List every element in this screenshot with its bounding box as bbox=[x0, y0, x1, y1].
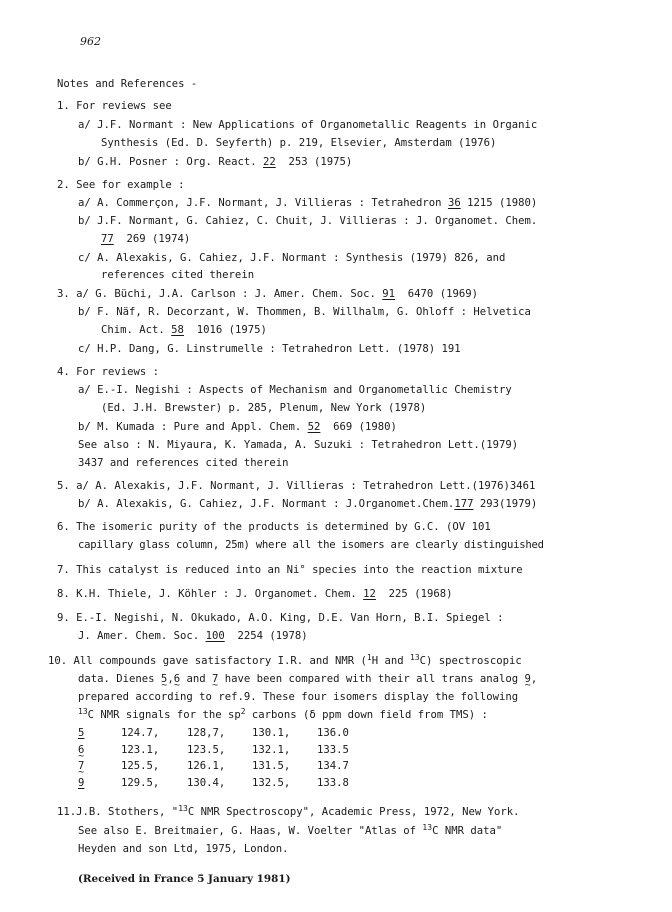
compound-number: 5 ~ bbox=[161, 672, 167, 686]
table-cell: 123.5, bbox=[187, 743, 226, 756]
volume-number: 36 bbox=[447, 197, 461, 209]
ref-line: 77 269 (1974) bbox=[101, 233, 191, 245]
ref-line: prepared according to ref.9. These four isomers display the following bbox=[78, 691, 519, 703]
compound-number: 6 ~ bbox=[174, 672, 180, 686]
ref-line: c/ H.P. Dang, G. Linstrumelle : Tetrahedron Lett. (1978) 191 bbox=[78, 343, 461, 355]
table-cell: 131.5, bbox=[252, 760, 291, 772]
reference-7: 7. This catalyst is reduced into an Ni° species into the reaction mixture bbox=[57, 564, 523, 576]
table-row bbox=[78, 775, 398, 792]
compound-number: 5 bbox=[78, 727, 85, 739]
ref-line: Heyden and son Ltd, 1975, London. bbox=[78, 843, 289, 855]
table-row bbox=[78, 742, 398, 759]
table-row bbox=[78, 758, 398, 775]
ref-line: 11.J.B. Stothers, "$^{13}$C NMR Spectroscopy", Academic Press, 1972, New York. bbox=[57, 804, 520, 818]
ref-line: b/ A. Alexakis, G. Cahiez, J.F. Normant : J.Organomet.Chem.177 293(1979) bbox=[78, 498, 538, 510]
volume-number: 177 bbox=[454, 498, 474, 510]
ref-line: 3. a/ G. Büchi, J.A. Carlson : J. Amer. Chem. Soc. 91 6470 (1969) bbox=[57, 288, 478, 300]
ref-line: b/ G.H. Posner : Org. React. 22 253 (1975) bbox=[78, 156, 353, 168]
table-cell: 129.5, bbox=[121, 776, 160, 789]
volume-number: 77 bbox=[101, 233, 114, 245]
ref-line: 4. For reviews : bbox=[57, 366, 160, 378]
ref-line: See also : N. Miyaura, K. Yamada, A. Suzuki : Tetrahedron Lett.(1979) bbox=[78, 439, 519, 451]
ref-line: b/ M. Kumada : Pure and Appl. Chem. 52 669 (1980) bbox=[78, 421, 397, 433]
ref-line: b/ J.F. Normant, G. Cahiez, C. Chuit, J. Villieras : J. Organomet. Chem. bbox=[78, 215, 538, 227]
table-cell: 133.8 bbox=[317, 776, 349, 789]
table-cell: 128,7, bbox=[187, 727, 226, 739]
volume-number: 100 bbox=[205, 630, 225, 642]
volume-number: 52 bbox=[307, 421, 321, 433]
compound-number: 7 ~ bbox=[78, 758, 84, 775]
ref-line: 2. See for example : bbox=[57, 179, 185, 191]
volume-number: 91 bbox=[382, 288, 396, 300]
ref-line: 3437 and references cited therein bbox=[78, 457, 289, 469]
volume-number: 12 bbox=[363, 588, 376, 600]
ref-line: 6. The isomeric purity of the products is determined by G.C. (OV 101 bbox=[57, 521, 491, 533]
ref-line: a/ J.F. Normant : New Applications of Organometallic Reagents in Organic bbox=[78, 119, 538, 131]
table-cell: 133.5 bbox=[317, 743, 349, 756]
nmr-table bbox=[78, 725, 398, 791]
ref-line: 9. E.-I. Negishi, N. Okukado, A.O. King, D.E. Van Horn, B.I. Spiegel : bbox=[57, 612, 504, 624]
volume-number: 22 bbox=[262, 156, 276, 168]
ref-line: Chim. Act. 58 1016 (1975) bbox=[101, 324, 267, 336]
compound-number: 9 bbox=[78, 776, 85, 789]
ref-line: capillary glass column, 25m) where all the isomers are clearly distinguished bbox=[78, 539, 544, 551]
section-heading: Notes and References - bbox=[57, 78, 198, 90]
reference-8: 8. K.H. Thiele, J. Köhler : J. Organomet. Chem. 12 225 (1968) bbox=[57, 588, 453, 600]
ref-line: J. Amer. Chem. Soc. 100 2254 (1978) bbox=[78, 630, 308, 642]
table-cell: 125.5, bbox=[121, 760, 160, 772]
table-cell: 124.7, bbox=[121, 727, 160, 739]
table-row bbox=[78, 725, 398, 742]
ref-line: 10. All compounds gave satisfactory I.R. and NMR ($^1$H and $^{13}$C) spectroscopic bbox=[48, 653, 522, 667]
compound-number: 6 ~ bbox=[78, 742, 84, 759]
ref-line: (Ed. J.H. Brewster) p. 285, Plenum, New York (1978) bbox=[101, 402, 427, 414]
table-cell: 136.0 bbox=[317, 727, 349, 739]
ref-line: 1. For reviews see bbox=[57, 100, 172, 112]
compound-number: 7 ~ bbox=[212, 672, 218, 686]
table-cell: 130.4, bbox=[187, 776, 226, 789]
compound-number: 9 ~ bbox=[525, 672, 531, 686]
ref-line: a/ A. Commerçon, J.F. Normant, J. Villieras : Tetrahedron 36 1215 (1980) bbox=[78, 197, 538, 209]
ref-line: data. Dienes 5 ~,6 ~ and 7 ~ have been compared with their all trans analog 9 ~, bbox=[78, 672, 537, 686]
table-cell: 130.1, bbox=[252, 727, 291, 739]
ref-line: See also E. Breitmaier, G. Haas, W. Voelter "Atlas of $^{13}$C NMR data" bbox=[78, 823, 503, 837]
ref-line: c/ A. Alexakis, G. Cahiez, J.F. Normant : Synthesis (1979) 826, and bbox=[78, 252, 506, 264]
received-date: (Received in France 5 January 1981) bbox=[78, 873, 291, 885]
table-cell: 132.1, bbox=[252, 743, 291, 756]
table-cell: 134.7 bbox=[317, 760, 349, 772]
ref-line: $^{13}$C NMR signals for the $sp^2$ carbons (δ ppm down field from TMS) : bbox=[78, 707, 488, 721]
volume-number: 58 bbox=[171, 324, 184, 336]
table-cell: 126.1, bbox=[187, 760, 226, 772]
ref-line: references cited therein bbox=[101, 269, 255, 281]
ref-line: b/ F. Näf, R. Decorzant, W. Thommen, B. Willhalm, G. Ohloff : Helvetica bbox=[78, 306, 531, 318]
table-cell: 123.1, bbox=[121, 743, 160, 756]
ref-line: 5. a/ A. Alexakis, J.F. Normant, J. Villieras : Tetrahedron Lett.(1976)3461 bbox=[57, 480, 536, 492]
page-number: 962 bbox=[80, 35, 101, 48]
ref-line: Synthesis (Ed. D. Seyferth) p. 219, Elsevier, Amsterdam (1976) bbox=[101, 137, 497, 149]
ref-line: a/ E.-I. Negishi : Aspects of Mechanism and Organometallic Chemistry bbox=[78, 384, 512, 396]
table-cell: 132.5, bbox=[252, 776, 291, 789]
